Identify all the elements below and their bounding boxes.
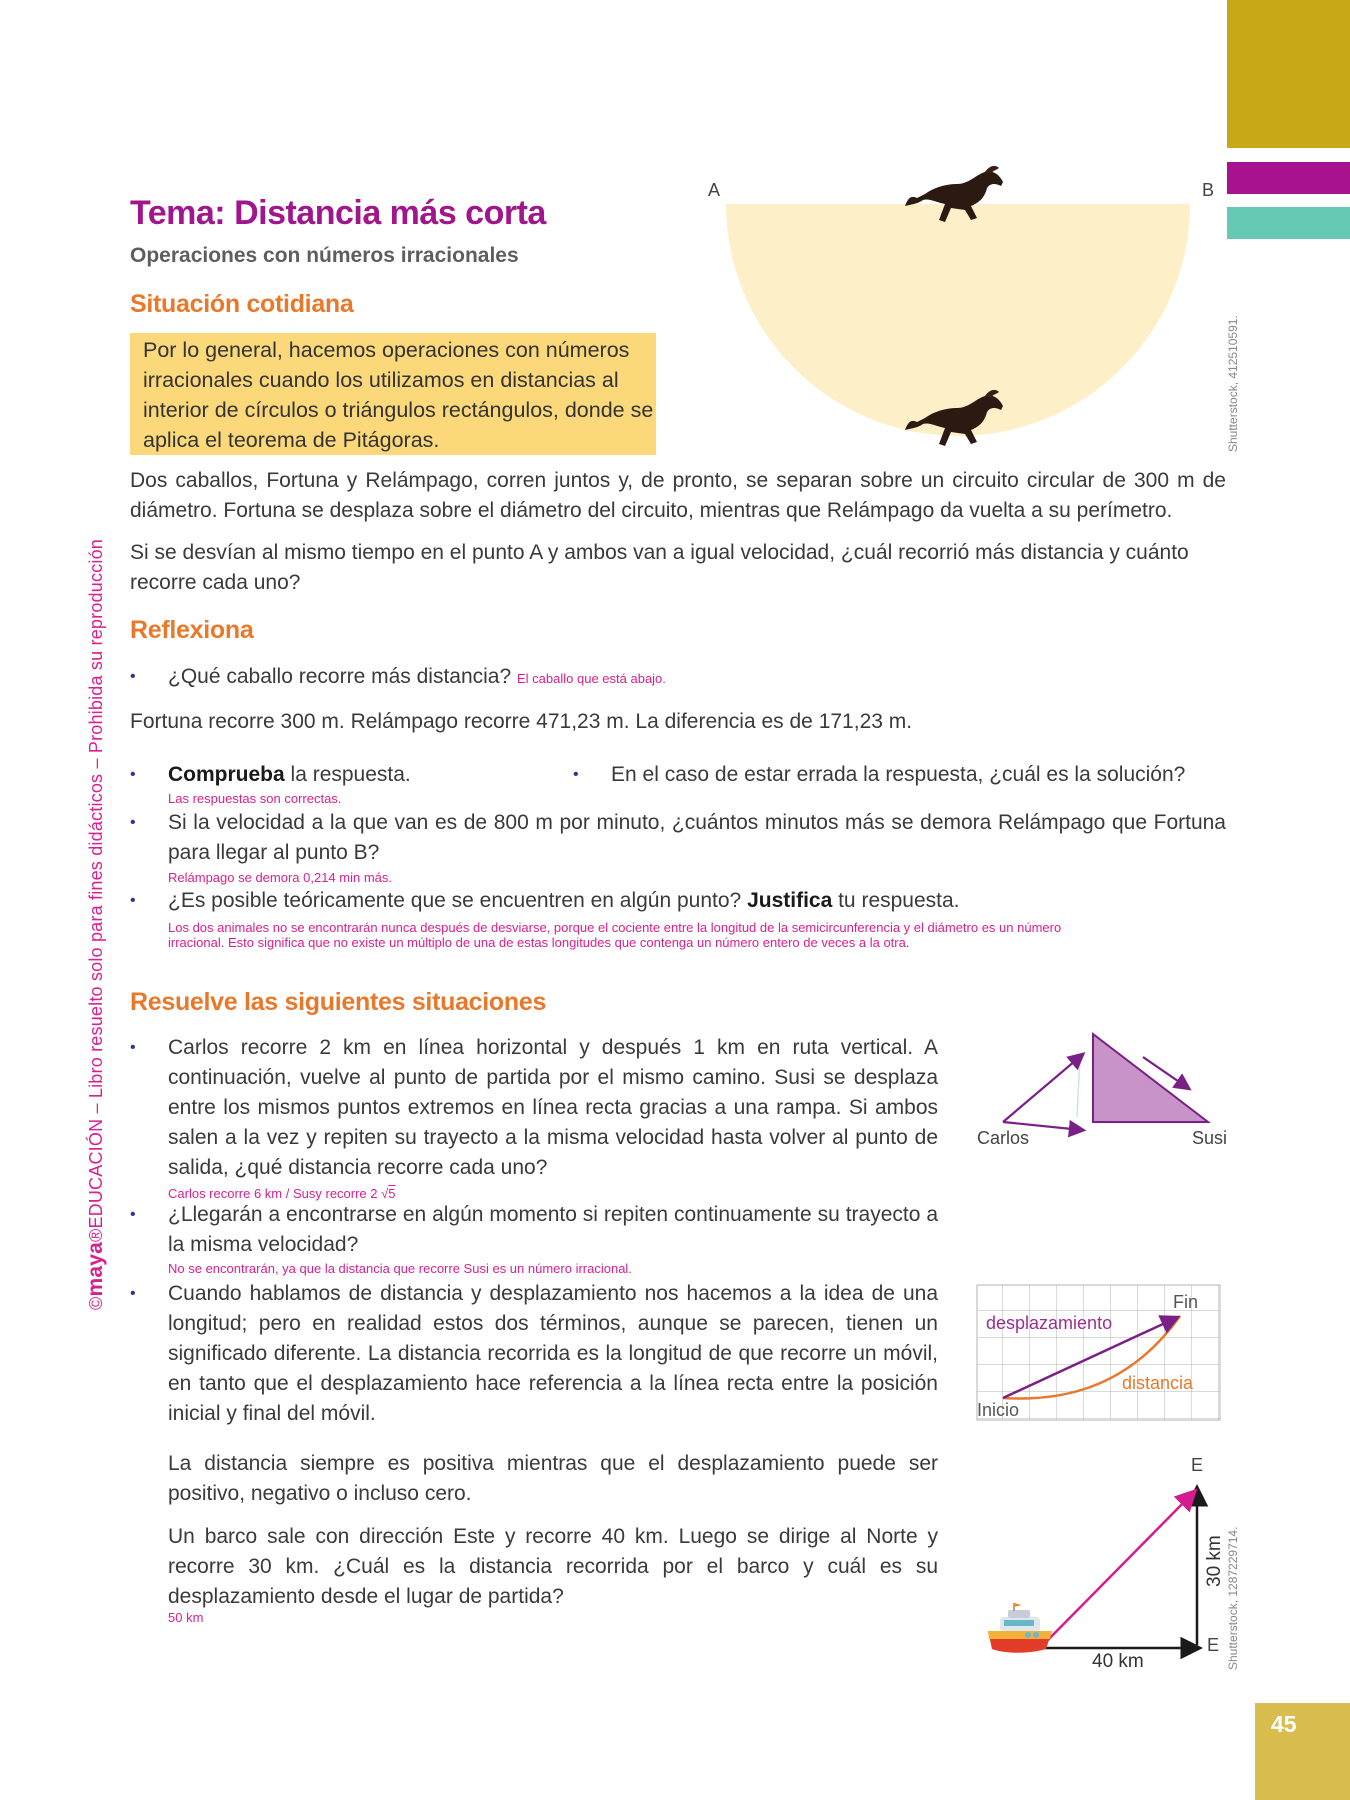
photo-credit-horses: Shutterstock, 412510591. [1226,315,1240,452]
question-text: ¿Qué caballo recorre más distancia? [168,665,512,688]
bullet-icon: • [130,668,136,685]
list-item-q2 [130,760,570,790]
page-title: Tema: Distancia más corta [130,194,546,232]
question-bold: Comprueba [168,763,285,786]
heading-reflexiona: Reflexiona [130,616,254,644]
problem-text: Cuando hablamos de distancia y desplazamiento nos hacemos a la idea de una longitud; pero en realidad estos dos términos, aunque se parecen, tienen un significado diferente. La distancia recorrida es la longitud de que recorre un móvil, en tanto que el desplazamiento hace referencia a la línea recta entre la posición inicial y final del móvil. [168,1282,938,1425]
label-a: A [708,180,721,200]
paragraph-intro: Dos caballos, Fortuna y Relámpago, corren juntos y, de pronto, se separan sobre un circuito circular de 300 m de diámetro. Fortuna se desplaza sobre el diámetro del circuito, mientras que Relámpago da vuelta a su perímetro. [130,469,1226,522]
label-carlos: Carlos [977,1128,1030,1148]
bullet-icon: • [573,766,579,783]
figure-distance-grid [975,1283,1225,1428]
bullet-icon: • [130,892,136,909]
semicircle-track [700,180,1220,460]
question-text: ¿Es posible teóricamente que se encuentren en algún punto? [168,889,748,912]
label-30-km: 30 km [1204,1535,1225,1587]
bullet-icon: • [130,1206,136,1223]
boat-icon [988,1603,1052,1653]
page-number-box [1255,1703,1350,1800]
list-item-q4 [130,808,1226,868]
sqrt-radicand: 5 [388,1186,396,1201]
question-bold: Justifica [747,889,833,912]
label-susi: Susi [1192,1128,1228,1148]
list-item-carlos-susi [130,1033,938,1183]
list-item-encuentro [130,1200,938,1260]
answer-text: Carlos recorre 6 km / Susy recorre 2 [168,1186,378,1201]
intro-box: Por lo general, hacemos operaciones con números irracionales cuando los utilizamos en distancias al interior de círculos o triángulos rectángulos, donde se aplica el teorema de Pitágoras. [130,333,656,455]
answer-encuentro: No se encontrarán, ya que la distancia que recorre Susi es un número irracional. [168,1261,632,1276]
chapter-tab-gold [1227,0,1350,148]
label-fin: Fin [1173,1292,1199,1312]
bullet-icon: • [130,1285,136,1302]
list-item-q3 [573,760,1233,790]
copyright-side-note [84,490,108,1310]
page-subtitle: Operaciones con números irracionales [130,244,519,267]
list-item-q1 [130,662,1130,694]
ramp-triangle [1093,1034,1208,1122]
sqrt-icon: √ [381,1186,389,1201]
label-inicio: Inicio [977,1400,1020,1420]
heading-resuelve: Resuelve las siguientes situaciones [130,988,547,1016]
heading-situacion: Situación cotidiana [130,290,354,318]
figure-boat [970,1455,1230,1675]
answer-text: El caballo que está abajo. [517,671,666,686]
carlos-vertical-path [1077,1055,1080,1117]
figure-horses [700,180,1220,460]
problem-text: ¿Llegarán a encontrarse en algún momento si repiten continuamente su trayecto a la misma velocidad? [168,1203,938,1256]
list-item-distancia [130,1279,938,1429]
answer-q5: Los dos animales no se encontrarán nunca después de desviarse, porque el cociente entre la longitud de la semicircunferencia y el diámetro es un número irracional. Esto significa que no existe un múltiplo de una de estas longitudes que contenga un número entero de veces a la otra. [168,920,1062,950]
answer-barco: 50 km [168,1610,204,1625]
label-e-top: E [1191,1455,1204,1475]
label-e-bottom: E [1207,1635,1220,1655]
figure-ramp [970,1025,1230,1155]
label-desplazamiento: desplazamiento [986,1313,1113,1333]
result-line: Fortuna recorre 300 m. Relámpago recorre 471,23 m. La diferencia es de 171,23 m. [130,710,913,733]
question-text: En el caso de estar errada la respuesta, ¿cuál es la solución? [611,763,1186,786]
page-number: 45 [1271,1711,1297,1737]
chapter-tab-magenta [1227,162,1350,194]
carlos-arrow-up [1003,1055,1082,1122]
paragraph-distancia-positiva: La distancia siempre es positiva mientras que el desplazamiento puede ser positivo, negativo o incluso cero. [168,1452,938,1505]
side-note-text: EDUCACIÓN – Libro resuelto solo para fines didácticos – Prohibida su reproducción [86,539,106,1229]
bullet-icon: • [130,766,136,783]
copyright-symbol: © [86,1296,106,1310]
semicircle-shape [726,204,1190,436]
bullet-icon: • [130,814,136,831]
brand-logo: maya [84,1242,107,1297]
registered-symbol: ® [86,1228,106,1243]
chapter-tab-teal [1227,207,1350,239]
question-text: la respuesta. [284,763,411,786]
label-b: B [1202,180,1215,200]
answer-carlos-susi [168,1186,396,1201]
question-text-end: tu respuesta. [832,889,960,912]
label-distancia: distancia [1122,1373,1194,1393]
list-item-q5 [130,886,1226,916]
paragraph-barco: Un barco sale con dirección Este y recorre 40 km. Luego se dirige al Norte y recorre 30 km. ¿Cuál es la distancia recorrida por el barco y cuál es su desplazamiento desde el lugar de partida? [168,1525,938,1608]
displacement-arrow [1040,1492,1194,1648]
question-text: Si la velocidad a la que van es de 800 m por minuto, ¿cuántos minutos más se demora Relámpago que Fortuna para llegar al punto B? [168,811,1226,864]
answer-q2: Las respuestas son correctas. [168,791,342,806]
bullet-icon: • [130,1039,136,1056]
problem-text: Carlos recorre 2 km en línea horizontal y después 1 km en ruta vertical. A continuación, vuelve al punto de partida por el mismo camino. Susi se desplaza entre los mismos puntos extremos en línea recta gracias a una rampa. Si ambos salen a la vez y repiten su trayecto a la misma velocidad hasta volver al punto de salida, ¿qué distancia recorre cada uno? [168,1036,938,1179]
paragraph-question: Si se desvían al mismo tiempo en el punto A y ambos van a igual velocidad, ¿cuál recorrió más distancia y cuánto recorre cada uno? [130,541,1189,594]
answer-q4: Relámpago se demora 0,214 min más. [168,870,393,885]
label-40-km: 40 km [1092,1651,1144,1672]
photo-credit-boat: Shutterstock, 1287229714. [1226,1526,1240,1670]
